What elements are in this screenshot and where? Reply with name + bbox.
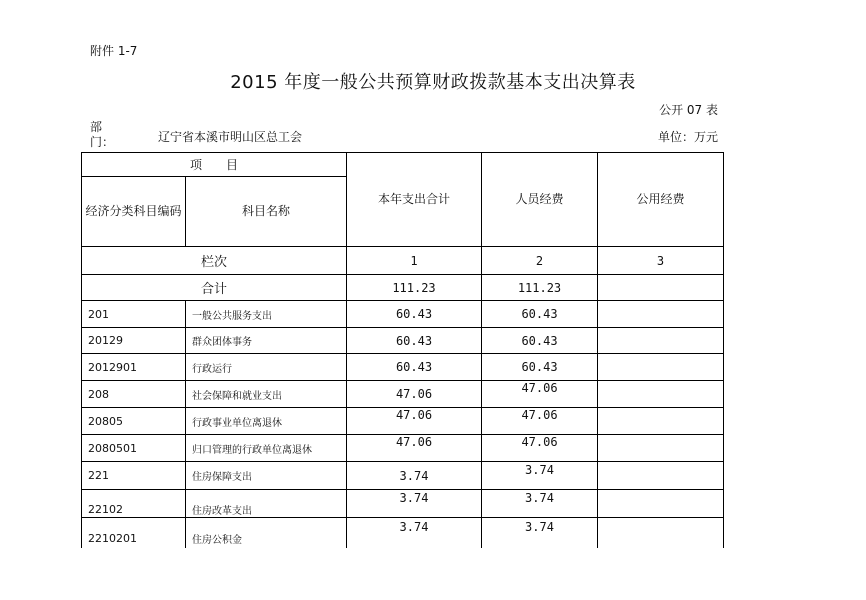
table-row [82, 328, 724, 354]
table-row [82, 301, 724, 328]
row-total: 60.43 [347, 301, 482, 328]
row-personnel: 3.74 [525, 462, 554, 477]
row-name: 行政事业单位离退休 [186, 408, 347, 435]
row-public [598, 435, 724, 462]
row-total: 3.74 [347, 462, 482, 490]
row-name: 群众团体事务 [186, 328, 347, 354]
row-name: 社会保障和就业支出 [186, 381, 347, 408]
row-public [598, 328, 724, 354]
column-index-2: 2 [482, 247, 598, 275]
row-code: 221 [82, 462, 186, 490]
row-personnel: 3.74 [525, 519, 554, 534]
row-name: 行政运行 [186, 354, 347, 381]
sum-personnel: 111.23 [482, 275, 598, 301]
header-total: 本年支出合计 [347, 153, 482, 247]
row-name: 归口管理的行政单位离退休 [186, 435, 347, 462]
row-personnel: 47.06 [521, 435, 558, 449]
row-public [598, 462, 724, 490]
row-code: 20805 [82, 408, 186, 435]
table-row [82, 490, 724, 518]
row-personnel: 47.06 [521, 408, 558, 422]
row-code: 201 [82, 301, 186, 328]
row-code: 2012901 [82, 354, 186, 381]
row-public [598, 381, 724, 408]
department-name: 辽宁省本溪市明山区总工会 [158, 130, 303, 144]
row-total: 60.43 [347, 354, 482, 381]
table-row [82, 518, 724, 548]
department-label: 部门： [90, 120, 115, 149]
table-row [82, 381, 724, 408]
row-name: 住房保障支出 [186, 462, 347, 490]
row-public [598, 354, 724, 381]
row-total: 47.06 [395, 435, 433, 449]
column-index-1: 1 [347, 247, 482, 275]
row-personnel: 60.43 [482, 354, 598, 381]
row-public [598, 408, 724, 435]
row-personnel: 3.74 [525, 490, 554, 505]
unit-label: 单位：万元 [657, 130, 718, 144]
sum-public [598, 275, 724, 301]
table-number: 公开 07 表 [659, 103, 718, 117]
header-personnel: 人员经费 [482, 153, 598, 247]
row-personnel: 47.06 [521, 381, 558, 395]
row-public [598, 490, 724, 518]
row-name: 住房改革支出 [192, 506, 252, 517]
row-name: 住房公积金 [192, 535, 242, 547]
column-index-label: 栏次 [82, 247, 347, 275]
row-total: 3.74 [399, 519, 429, 534]
row-code: 22102 [88, 503, 123, 516]
row-code: 2210201 [88, 532, 137, 546]
table-row [82, 435, 724, 462]
expenditure-table [81, 152, 724, 548]
header-item: 项 目 [82, 153, 347, 177]
row-total: 47.06 [395, 408, 433, 422]
sum-total: 111.23 [347, 275, 482, 301]
row-code: 20129 [82, 328, 186, 354]
sum-label: 合计 [82, 275, 347, 301]
row-code: 208 [82, 381, 186, 408]
table-row [82, 462, 724, 490]
row-code: 2080501 [82, 435, 186, 462]
row-public [598, 301, 724, 328]
row-public [598, 518, 724, 548]
table-row [82, 354, 724, 381]
row-personnel: 60.43 [482, 301, 598, 328]
row-total: 47.06 [347, 381, 482, 408]
row-name: 一般公共服务支出 [186, 301, 347, 328]
column-index-3: 3 [598, 247, 724, 275]
table-row [82, 408, 724, 435]
row-total: 3.74 [399, 490, 429, 505]
header-name: 科目名称 [186, 177, 347, 247]
header-public: 公用经费 [598, 153, 724, 247]
header-code: 经济分类科目编码 [82, 177, 186, 247]
attachment-label: 附件 1-7 [90, 44, 138, 58]
page-title: 2015 年度一般公共预算财政拨款基本支出决算表 [230, 72, 636, 93]
row-personnel: 60.43 [482, 328, 598, 354]
row-total: 60.43 [347, 328, 482, 354]
